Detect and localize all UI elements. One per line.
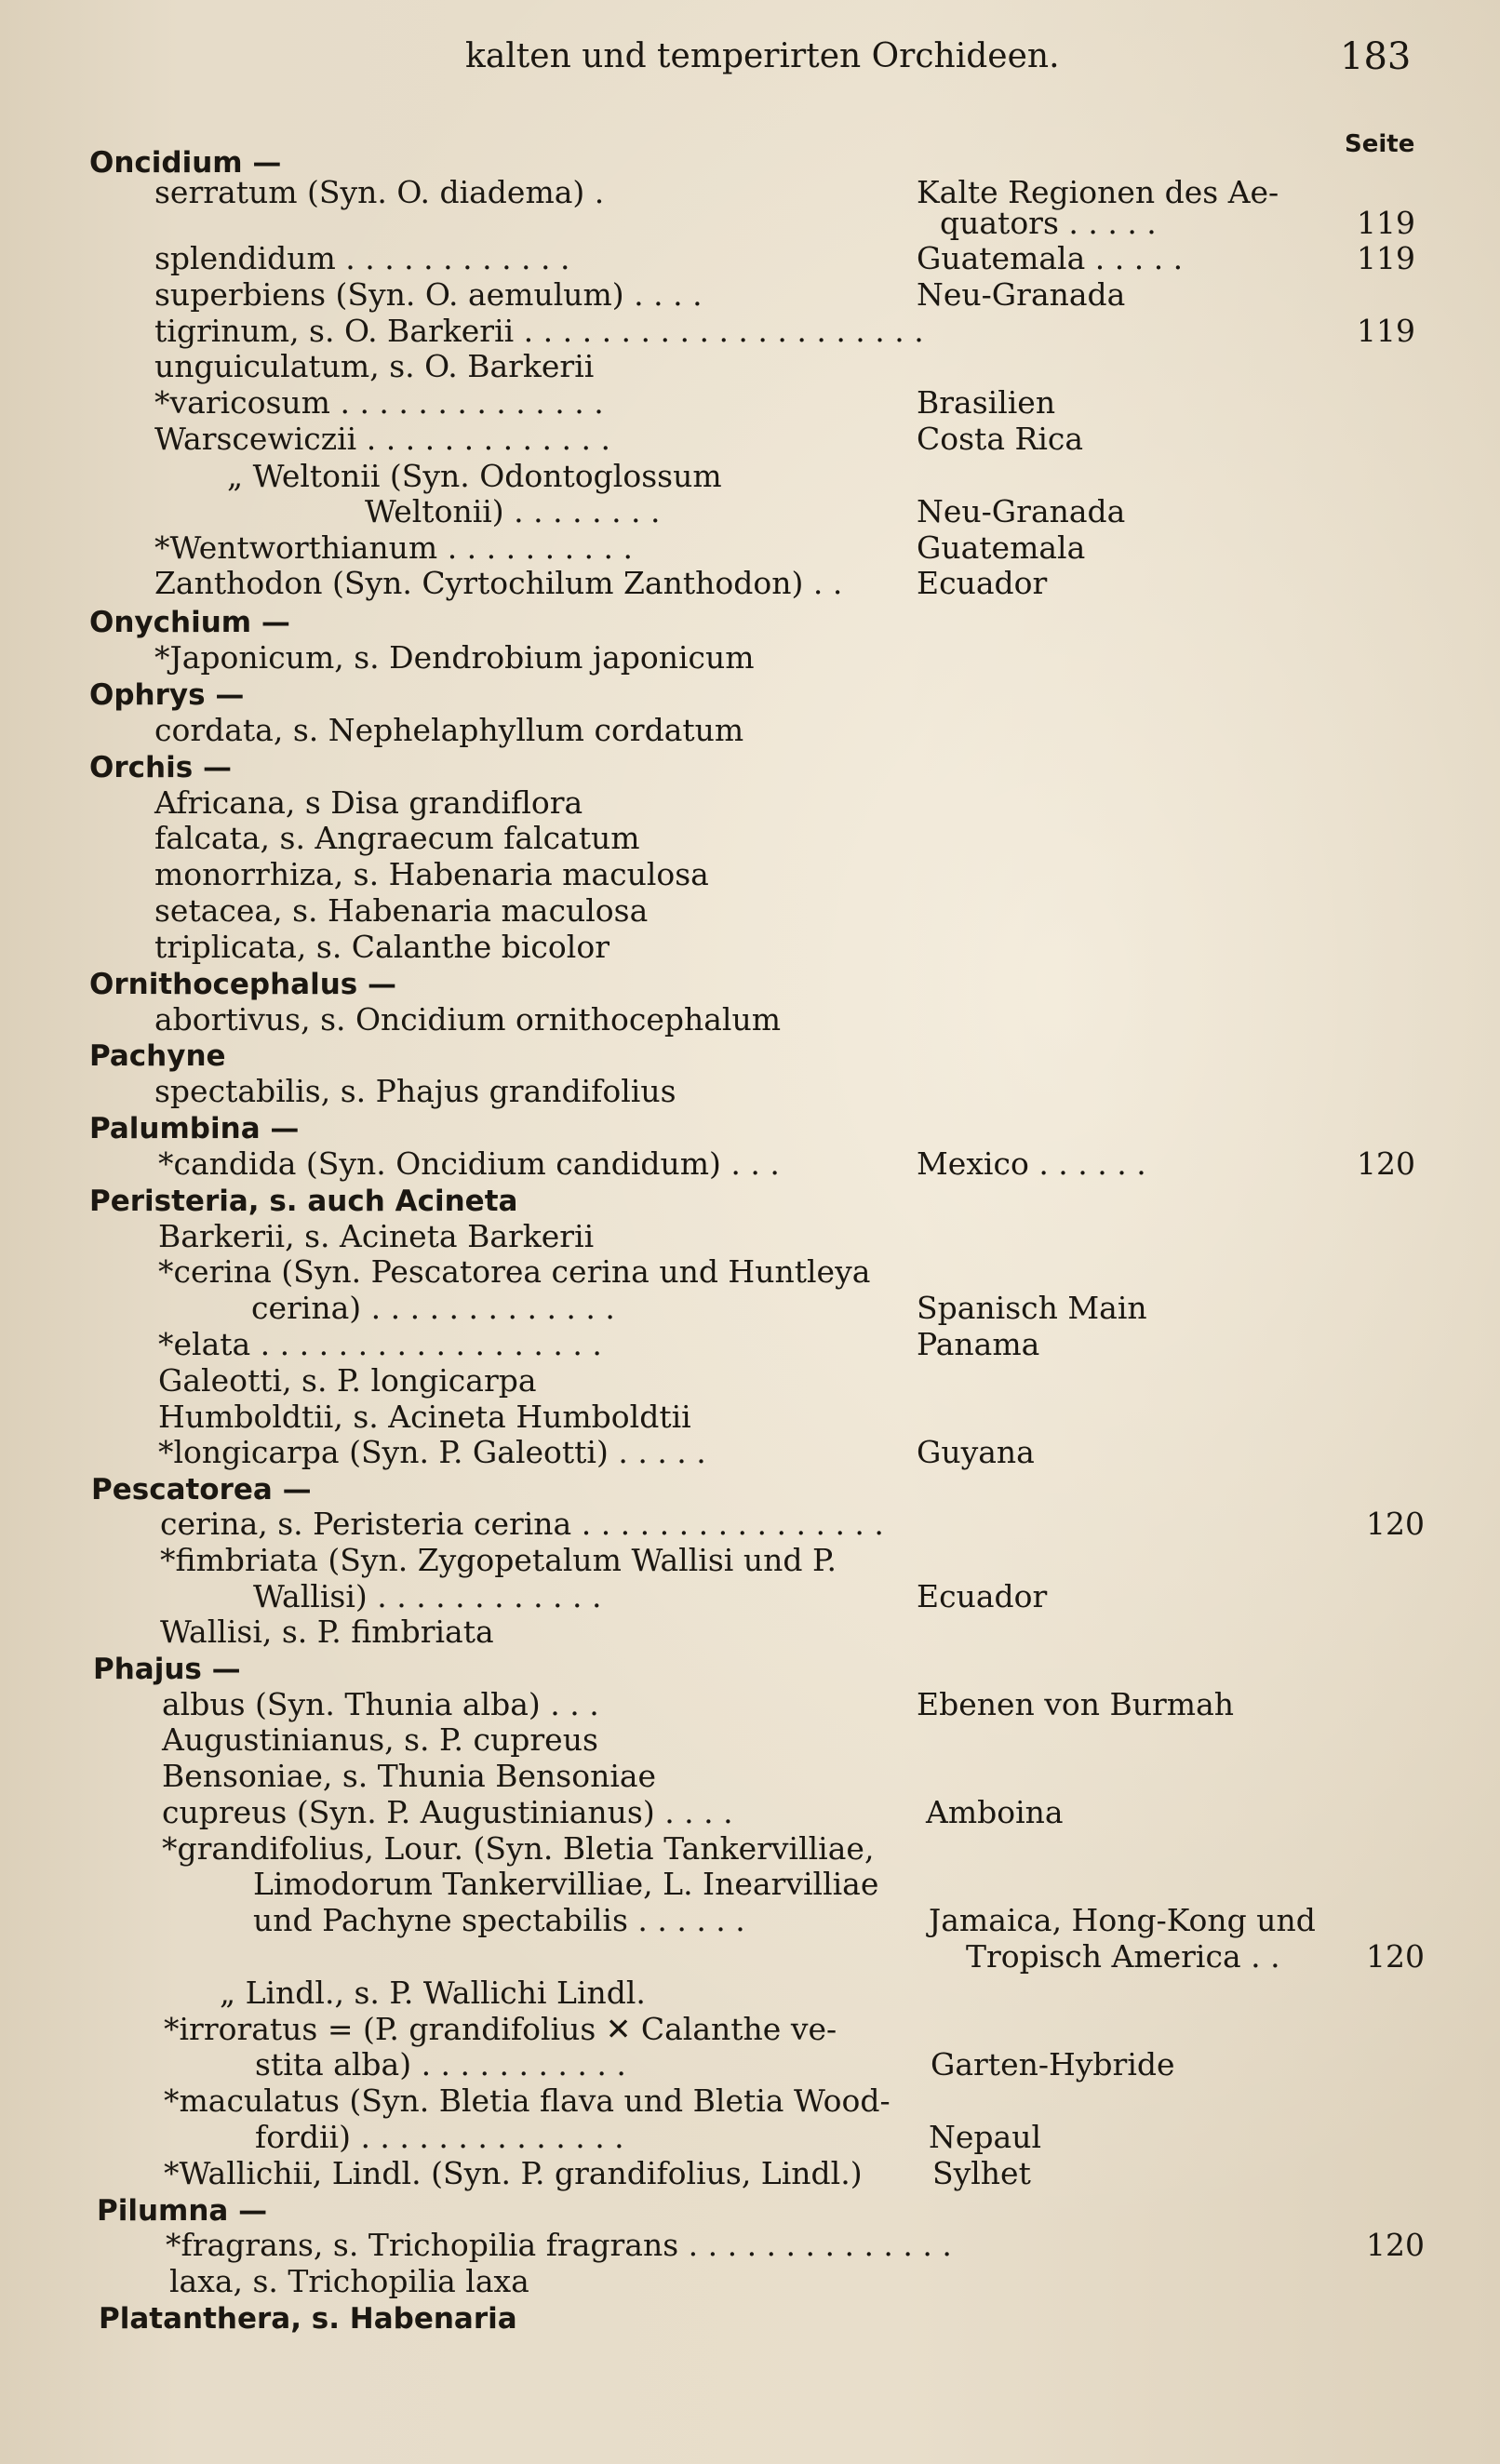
genus-heading: Onychium — <box>89 606 290 639</box>
running-header: kalten und temperirten Orchideen. <box>465 37 1060 75</box>
genus-heading: Platanthera, s. Habenaria <box>99 2302 517 2336</box>
genus-heading: Palumbina — <box>89 1112 300 1145</box>
genus-heading: Pachyne <box>89 1039 226 1073</box>
page-number: 183 <box>1340 35 1412 78</box>
genus-heading: Ornithocephalus — <box>89 968 397 1001</box>
page: kalten und temperirten Orchideen. 183 Seite Oncidium — serratum (Syn. O. diadema) . Kalte Regionen des Ae- quators . . . . . 119 splendidum . . . . . . . . . . . . Guatemala . . . . . 119 superbiens (Syn. O. aemulum) . . . . Neu-Granada tigrinum, s. O. Barkerii . . . . . . . . . . . . . . . . . . . . . 119 unguiculatum, s. O. Barkerii *varicosum . . . . . . . . . . . . . . Brasilien Warscewiczii . . . . . . . . . . . . . Costa Rica „ Weltonii (Syn. Odontoglossum Weltonii) . . . . . . . . Neu-Granada *Wentworthianum . . . . . . . . . . Guatemala Zanthodon (Syn. Cyrtochilum Zanthodon) . . Ecuador Onychium — *Japonicum, s. Dendrobium japonicum Ophrys — cordata, s. Nephelaphyllum cordatum Orchis — Africana, s Disa grandiflora falcata, s. Angraecum falcatum monorrhiza, s. Habenaria maculosa setacea, s. Habenaria maculosa triplicata, s. Calanthe bicolor Ornithocephalus — abortivus, s. Oncidium ornithocephalum Pachyne spectabilis, s. Phajus grandifolius Palumbina — *candida (Syn. Oncidium candidum) . . . Mexico . . . . . . 120 Peristeria, s. auch Acineta Barkerii, s. Acineta Barkerii *cerina (Syn. Pescatorea cerina und Huntleya cerina) . . . . . . . . . . . . . Spanisch Main *elata . . . . . . . . . . . . . . . . . . Panama Galeotti, s. P. longicarpa Humboldtii, s. Acineta Humboldtii *longicarpa (Syn. P. Galeotti) . . . . . Guyana Pescatorea — cerina, s. Peristeria cerina . . . . . . . . . . . . . . . . 120 *fimbriata (Syn. Zygopetalum Wallisi und P. Wallisi) . . . . . . . . . . . . Ecuador Wallisi, s. P. fimbriata Phajus — albus (Syn. Thunia alba) . . . Ebenen von Burmah Augustinianus, s. P. cupreus Bensoniae, s. Thunia Bensoniae cupreus (Syn. P. Augustinianus) . . . . Amboina *grandifolius, Lour. (Syn. Bletia Tankervilliae, Limodorum Tankervilliae, L. Inearvilliae und Pachyne spectabilis . . . . . . Jamaica, Hong-Kong und Tropisch America . . 120 „ Lindl., s. P. Wallichi Lindl. *irroratus = (P. grandifolius ✕ Calanthe ve- stita alba) . . . . . . . . . . . Garten-Hybride *maculatus (Syn. Bletia flava und Bletia Wood- fordii) . . . . . . . . . . . . . . Nepaul *Wallichii, Lindl. (Syn. P. grandifolius, Lindl.) Sylhet Pilumna — *fragrans, s. Trichopilia fragrans . . . . . . . . . . . . . . 120 laxa, s. Trichopilia laxa Platanthera, s. Habenaria <box>0 0 1500 2464</box>
genus-heading: Pescatorea — <box>91 1473 312 1507</box>
column-heading-seite: Seite <box>1345 130 1415 158</box>
genus-heading: Ophrys — <box>89 678 245 712</box>
genus-heading: Orchis — <box>89 751 232 784</box>
genus-heading: Peristeria, s. auch Acineta <box>89 1185 518 1218</box>
genus-heading: Oncidium — <box>89 146 282 180</box>
genus-heading: Pilumna — <box>97 2194 268 2228</box>
genus-heading: Phajus — <box>93 1653 241 1686</box>
